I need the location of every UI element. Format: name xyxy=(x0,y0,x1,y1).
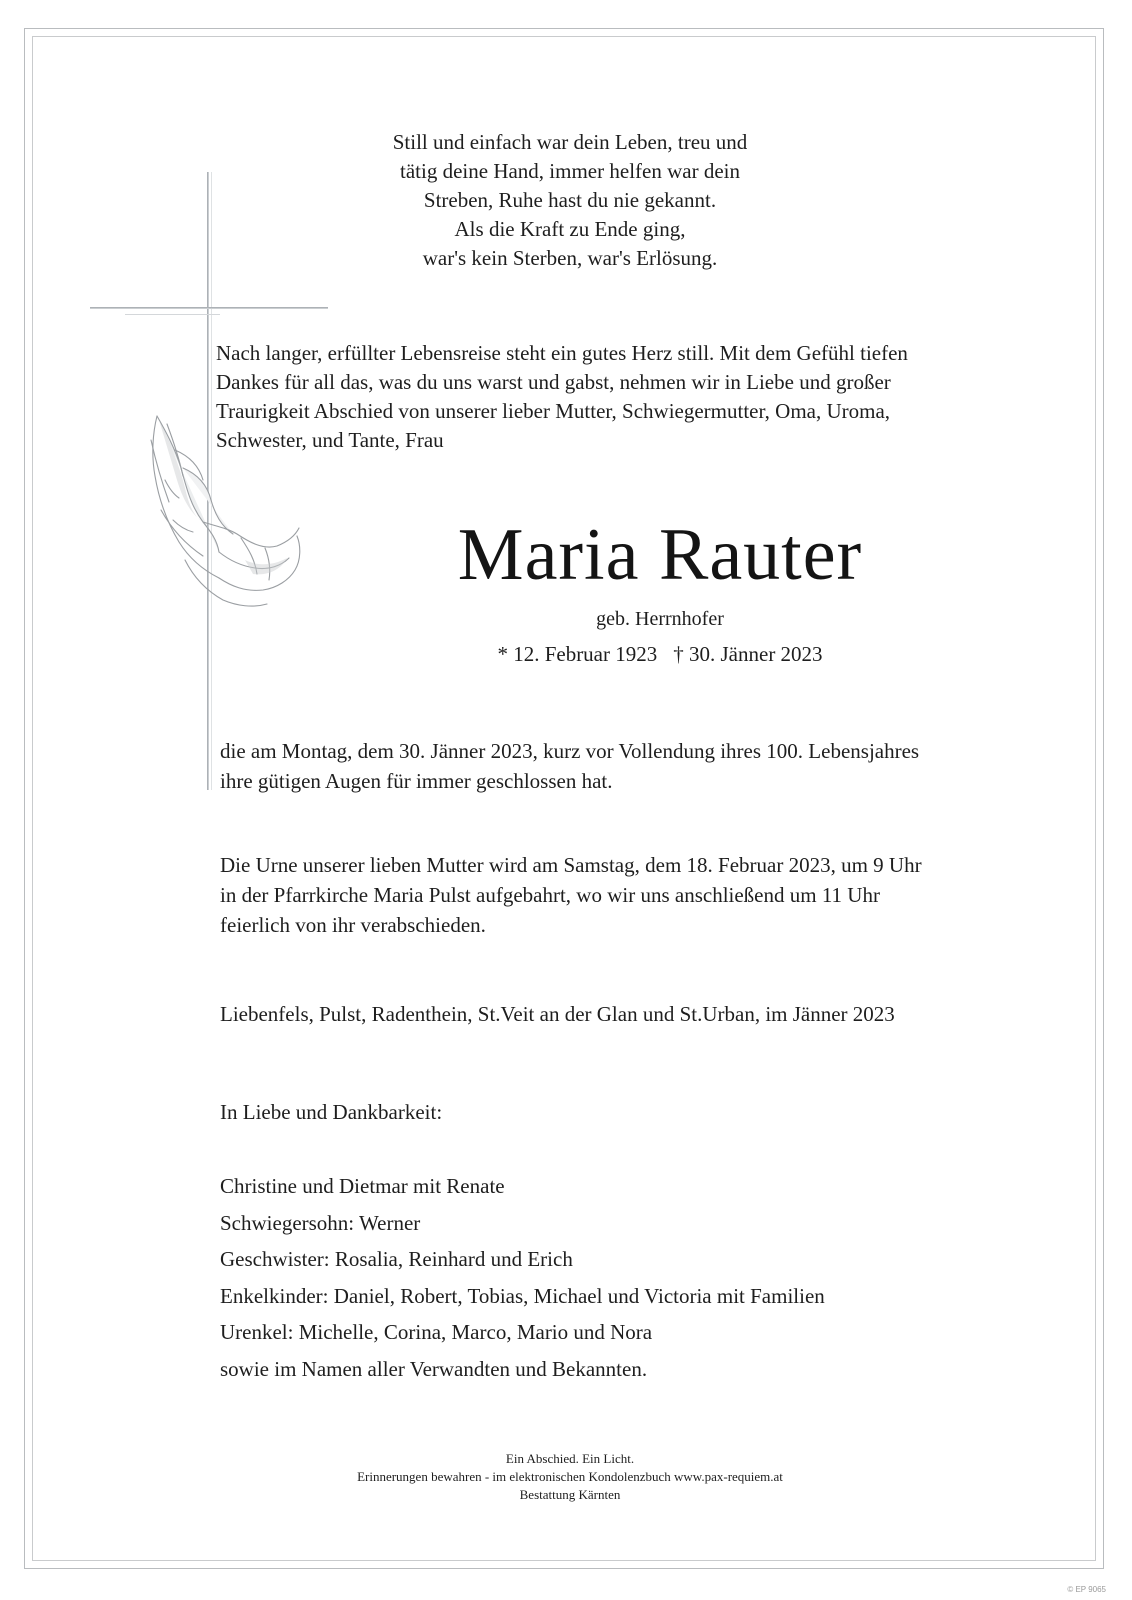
ceremony-line: in der Pfarrkirche Maria Pulst aufgebahrt, wo wir uns anschließend um 11 Uhr xyxy=(220,883,880,907)
cross-horizontal-shadow xyxy=(125,314,220,315)
intro-line: Dankes für all das, was du uns warst und gabst, nehmen wir in Liebe und großer xyxy=(216,370,891,394)
places-line: Liebenfels, Pulst, Radenthein, St.Veit an der Glan und St.Urban, im Jänner 2023 xyxy=(220,1002,895,1026)
list-item: Geschwister: Rosalia, Reinhard und Erich xyxy=(220,1247,573,1271)
list-item: Enkelkinder: Daniel, Robert, Tobias, Michael und Victoria mit Familien xyxy=(220,1283,825,1308)
print-code: © EP 9065 xyxy=(1067,1585,1106,1594)
gratitude-heading: In Liebe und Dankbarkeit: xyxy=(220,1100,443,1124)
deceased-name: Maria Rauter xyxy=(457,514,863,596)
poem-line: war's kein Sterben, war's Erlösung. xyxy=(422,246,718,270)
life-dates xyxy=(350,640,970,668)
intro-line: Traurigkeit Abschied von unserer lieber Mutter, Schwiegermutter, Oma, Uroma, xyxy=(216,399,891,423)
intro-line: Schwester, und Tante, Frau xyxy=(216,428,444,452)
passing-line: ihre gütigen Augen für immer geschlossen hat. xyxy=(220,769,613,793)
birth-date: * 12. Februar 1923 xyxy=(497,642,658,666)
footer-motto: Ein Abschied. Ein Licht. xyxy=(505,1451,635,1466)
poem xyxy=(330,128,810,273)
intro-line: Nach langer, erfüllter Lebensreise steht ein gutes Herz still. Mit dem Gefühl tiefen xyxy=(216,341,908,365)
poem-line: Still und einfach war dein Leben, treu und xyxy=(392,130,748,154)
death-date: † 30. Jänner 2023 xyxy=(673,642,823,666)
ceremony-line: feierlich von ihr verabschieden. xyxy=(220,913,486,937)
ceremony-line: Die Urne unserer lieben Mutter wird am Samstag, dem 18. Februar 2023, um 9 Uhr xyxy=(220,853,922,877)
ceremony-paragraph xyxy=(220,850,1080,940)
family-list xyxy=(220,1168,1080,1387)
cross-horizontal-bar xyxy=(90,307,328,309)
poem-line: Als die Kraft zu Ende ging, xyxy=(454,217,686,241)
maiden-name: geb. Herrnhofer xyxy=(596,608,724,630)
footer-condolence-link[interactable]: Erinnerungen bewahren - im elektronischen Kondolenzbuch www.pax-requiem.at xyxy=(357,1469,783,1484)
intro-paragraph xyxy=(216,339,1066,455)
passing-paragraph xyxy=(220,736,1080,796)
footer-funeral-service: Bestattung Kärnten xyxy=(519,1487,621,1502)
footer xyxy=(230,1450,910,1504)
list-item: Urenkel: Michelle, Corina, Marco, Mario und Nora xyxy=(220,1320,653,1344)
list-item: sowie im Namen aller Verwandten und Bekannten. xyxy=(220,1356,648,1381)
poem-line: tätig deine Hand, immer helfen war dein xyxy=(400,159,740,183)
poem-line: Streben, Ruhe hast du nie gekannt. xyxy=(423,188,717,212)
list-item: Christine und Dietmar mit Renate xyxy=(220,1174,505,1198)
list-item: Schwiegersohn: Werner xyxy=(220,1210,421,1235)
passing-line: die am Montag, dem 30. Jänner 2023, kurz vor Vollendung ihres 100. Lebensjahres xyxy=(220,739,920,763)
